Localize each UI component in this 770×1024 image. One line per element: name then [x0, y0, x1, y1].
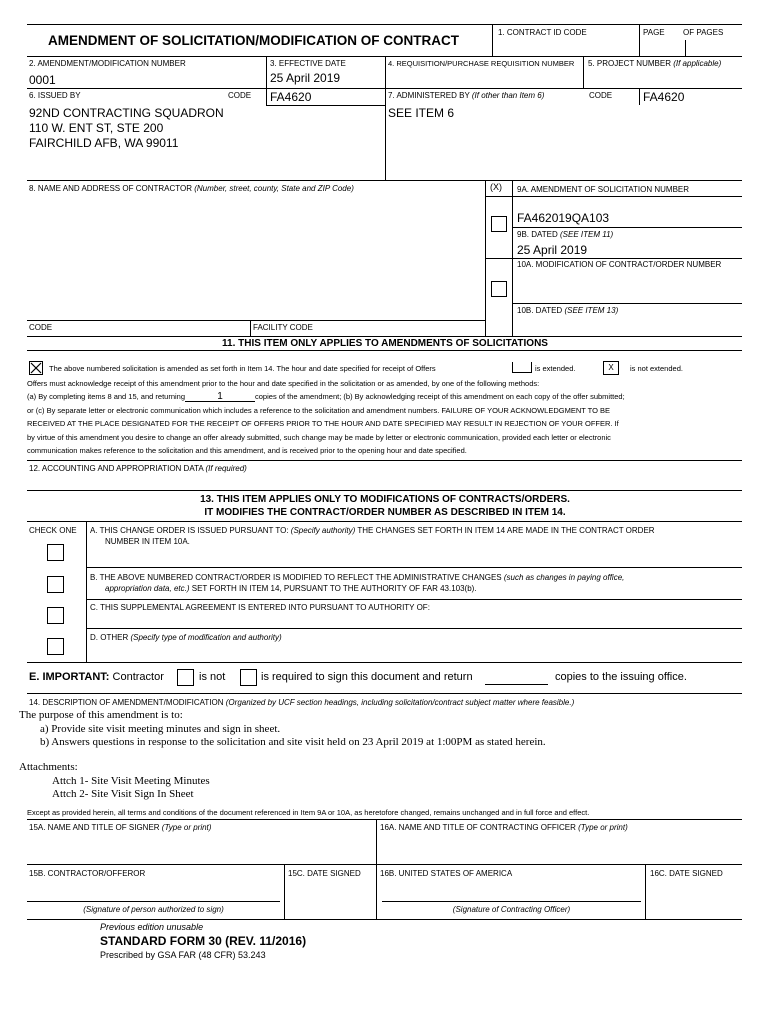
project-number-label: 5. PROJECT NUMBER (If applicable) — [588, 59, 722, 68]
contractor-offeror-label: 15B. CONTRACTOR/OFFEROR — [29, 869, 146, 878]
option-c-text: C. THIS SUPPLEMENTAL AGREEMENT IS ENTERED INTO PURSUANT TO AUTHORITY OF: — [90, 603, 430, 612]
solicitation-number-label: 9A. AMENDMENT OF SOLICITATION NUMBER — [517, 185, 690, 194]
amendment-number-value[interactable]: 0001 — [29, 73, 56, 87]
previous-edition-note: Previous edition unusable — [100, 922, 204, 932]
item11-instructions: Offers must acknowledge receipt of this amendment prior to the hour and date specified in the solicitation or as amended, by one of the following methods: (a) By completing items 8 and 15, and returning 1 copies of the amendment; (b) By acknowledging receipt of this amendment on each copy of the offer submitted; or (c) By separate letter or electronic communication which includes a reference to the solicitation and amendment numbers. FAILURE OF YOUR ACKNOWLEDGMENT TO BE RECEIVED AT THE PLACE DESIGNATED FOR THE RECEIPT OF OFFERS PRIOR TO THE HOUR AND DATE SPECIFIED MAY RESULT IN REJECTION OF YOUR OFFER. If by virtue of this amendment you desire to change an offer already submitted, such change may be made by letter or electronic communication, provided each letter or electronic communication makes reference to the solicitation and this amendment, and is received prior to the opening hour and date specified. — [27, 379, 625, 456]
administered-by-code-value[interactable]: FA4620 — [643, 90, 685, 104]
is-extended-checkbox[interactable] — [512, 362, 532, 373]
description-body: The purpose of this amendment is to: a) Provide site visit meeting minutes and sign in sheet. b) Answers questions in response to the solicitation and site visit held on 23 April 2019 at 1:00PM as stated herein. — [19, 709, 546, 748]
prescribed-by: Prescribed by GSA FAR (48 CFR) 53.243 — [100, 950, 266, 960]
is-extended-label: is extended. — [535, 364, 576, 373]
option-a-text: A. THIS CHANGE ORDER IS ISSUED PURSUANT TO: (Specify authority) THE CHANGES SET FORTH IN ITEM 14 ARE MADE IN THE CONTRACT ORDER NUMBER IN ITEM 10A. — [90, 526, 655, 546]
of-pages-label: OF PAGES — [683, 28, 724, 37]
is-not-label: is not — [199, 671, 226, 683]
option-b-checkbox[interactable] — [47, 576, 64, 593]
facility-code-label: FACILITY CODE — [253, 323, 313, 332]
copies-return-field[interactable] — [485, 684, 548, 685]
option-d-text: D. OTHER (Specify type of modification and authority) — [90, 633, 282, 642]
copies-to-office-label: copies to the issuing office. — [555, 671, 687, 683]
contract-id-label: 1. CONTRACT ID CODE — [498, 28, 587, 37]
item11-line1: The above numbered solicitation is amended as set forth in Item 14. The hour and date specified for receipt of Offers — [49, 364, 436, 373]
modification-checkbox[interactable] — [491, 281, 507, 297]
officer-name-label: 16A. NAME AND TITLE OF CONTRACTING OFFICER (Type or print) — [380, 823, 628, 832]
is-required-label: is required to sign this document and return — [261, 671, 473, 683]
requisition-number-label: 4. REQUISITION/PURCHASE REQUISITION NUMBER — [388, 59, 575, 68]
issued-by-code-value[interactable]: FA4620 — [270, 90, 312, 104]
x-column-header: (X) — [490, 182, 502, 192]
is-required-checkbox[interactable] — [240, 669, 257, 686]
dated-9b-label: 9B. DATED (SEE ITEM 11) — [517, 230, 614, 239]
not-extended-checkbox[interactable]: X — [603, 361, 619, 375]
solicitation-number-value[interactable]: FA462019QA103 — [517, 211, 610, 225]
top-border — [27, 24, 742, 25]
page-label: PAGE — [643, 28, 665, 37]
administered-by-label: 7. ADMINISTERED BY (If other than Item 6) — [388, 91, 545, 100]
option-c-checkbox[interactable] — [47, 607, 64, 624]
dated-9b-value[interactable]: 25 April 2019 — [517, 243, 588, 257]
administered-by-code-label: CODE — [589, 91, 613, 100]
attachments-list: Attachments: Attch 1- Site Visit Meeting Minutes Attch 2- Site Visit Sign In Sheet — [19, 761, 210, 800]
administered-by-value[interactable]: SEE ITEM 6 — [388, 106, 455, 120]
except-statement: Except as provided herein, all terms and conditions of the document referenced in Item 9A or 10A, as heretofore changed, remains unchanged and in full force and effect. — [27, 808, 590, 817]
solicitation-amended-checkbox[interactable] — [29, 361, 43, 375]
option-d-checkbox[interactable] — [47, 638, 64, 655]
modification-number-label: 10A. MODIFICATION OF CONTRACT/ORDER NUMBER — [517, 260, 722, 269]
important-label: E. IMPORTANT: Contractor — [29, 671, 164, 683]
contractor-address-label: 8. NAME AND ADDRESS OF CONTRACTOR (Number, street, county, State and ZIP Code) — [29, 184, 354, 193]
effective-date-label: 3. EFFECTIVE DATE — [270, 59, 346, 68]
effective-date-value[interactable]: 25 April 2019 — [270, 71, 341, 85]
amendment-number-label: 2. AMENDMENT/MODIFICATION NUMBER — [29, 59, 186, 68]
officer-signature-caption: (Signature of Contracting Officer) — [452, 905, 571, 914]
is-not-checkbox[interactable] — [177, 669, 194, 686]
issued-by-address[interactable]: 92ND CONTRACTING SQUADRON 110 W. ENT ST, STE 200 FAIRCHILD AFB, WA 99011 — [29, 106, 224, 150]
item11-heading: 11. THIS ITEM ONLY APPLIES TO AMENDMENTS OF SOLICITATIONS — [222, 338, 548, 349]
usa-label: 16B. UNITED STATES OF AMERICA — [380, 869, 513, 878]
issued-by-label: 6. ISSUED BY — [29, 91, 81, 100]
accounting-data-label: 12. ACCOUNTING AND APPROPRIATION DATA (If required) — [29, 464, 247, 473]
option-b-text: B. THE ABOVE NUMBERED CONTRACT/ORDER IS MODIFIED TO REFLECT THE ADMINISTRATIVE CHANGES (such as changes in paying office, appropriation data, etc.) SET FORTH IN ITEM 14, PURSUANT TO THE AUTHORITY OF FAR 43.103(b). — [90, 573, 625, 593]
copies-count: 1 — [185, 392, 255, 402]
not-extended-label: is not extended. — [630, 364, 683, 373]
contractor-code-label: CODE — [29, 323, 53, 332]
officer-date-signed-label: 16C. DATE SIGNED — [650, 869, 723, 878]
check-one-label: CHECK ONE — [29, 526, 77, 535]
issued-by-code-label: CODE — [228, 91, 252, 100]
contractor-date-signed-label: 15C. DATE SIGNED — [288, 869, 361, 878]
signer-name-label: 15A. NAME AND TITLE OF SIGNER (Type or print) — [29, 823, 212, 832]
dated-10b-label: 10B. DATED (SEE ITEM 13) — [517, 306, 619, 315]
description-label: 14. DESCRIPTION OF AMENDMENT/MODIFICATION (Organized by UCF section headings, including solicitation/contract subject matter where feasible.) — [29, 698, 575, 707]
form-title: AMENDMENT OF SOLICITATION/MODIFICATION OF CONTRACT — [48, 33, 459, 48]
item13-heading: 13. THIS ITEM APPLIES ONLY TO MODIFICATIONS OF CONTRACTS/ORDERS. IT MODIFIES THE CONTRACT/ORDER NUMBER AS DESCRIBED IN ITEM 14. — [200, 494, 570, 518]
form-number: STANDARD FORM 30 (REV. 11/2016) — [100, 934, 307, 948]
contractor-signature-caption: (Signature of person authorized to sign) — [83, 905, 224, 914]
checked-x-icon — [30, 362, 42, 374]
option-a-checkbox[interactable] — [47, 544, 64, 561]
amendment-checkbox[interactable] — [491, 216, 507, 232]
